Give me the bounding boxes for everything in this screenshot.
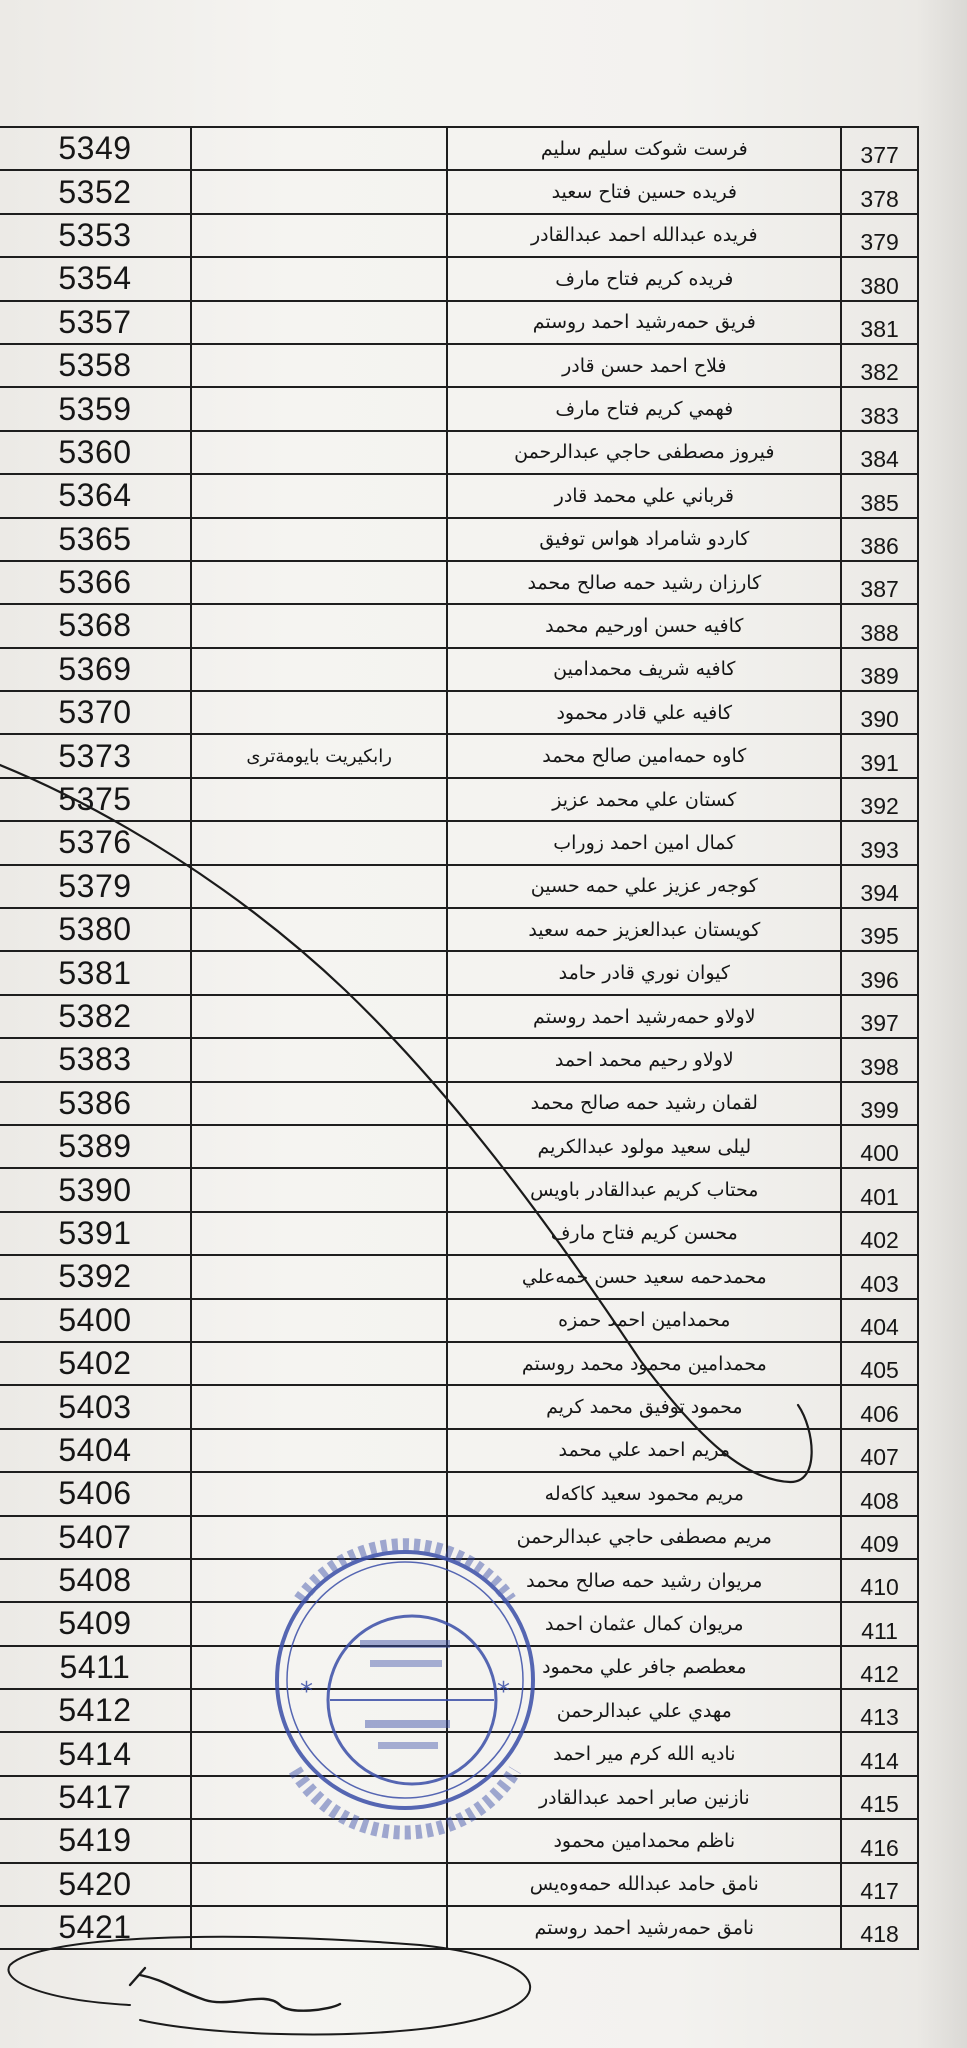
table-row <box>0 1732 918 1775</box>
table-row <box>0 1559 918 1602</box>
note-cell <box>191 1082 448 1125</box>
code-cell: 5420 <box>0 1863 191 1906</box>
seq-cell: 413 <box>841 1689 918 1732</box>
name-cell: نامق حمه‌رشيد احمد روستم <box>447 1906 841 1949</box>
name-cell: فريق حمه‌رشيد احمد روستم <box>447 301 841 344</box>
code-cell: 5360 <box>0 431 191 474</box>
code-cell: 5383 <box>0 1038 191 1081</box>
note-cell <box>191 518 448 561</box>
code-cell: 5382 <box>0 995 191 1038</box>
name-cell: كمال امين احمد زوراب <box>447 821 841 864</box>
name-cell: ناديه الله كرم مير احمد <box>447 1732 841 1775</box>
code-cell: 5357 <box>0 301 191 344</box>
table-row <box>0 127 918 170</box>
code-cell: 5354 <box>0 257 191 300</box>
name-cell: فريده كريم فتاح مارف <box>447 257 841 300</box>
note-cell: رابكيريت بايومةترى <box>191 734 448 777</box>
seq-cell: 412 <box>841 1646 918 1689</box>
roster-table <box>0 126 919 1950</box>
note-cell <box>191 170 448 213</box>
note-cell <box>191 691 448 734</box>
name-cell: ليلى سعيد مولود عبدالكريم <box>447 1125 841 1168</box>
table-row <box>0 387 918 430</box>
name-cell: لاولاو رحيم محمد احمد <box>447 1038 841 1081</box>
code-cell: 5408 <box>0 1559 191 1602</box>
code-cell: 5391 <box>0 1212 191 1255</box>
code-cell: 5379 <box>0 865 191 908</box>
table-row <box>0 1082 918 1125</box>
table-row <box>0 995 918 1038</box>
seq-cell: 386 <box>841 518 918 561</box>
name-cell: محمدامين محمود محمد روستم <box>447 1342 841 1385</box>
note-cell <box>191 1212 448 1255</box>
note-cell <box>191 951 448 994</box>
seq-cell: 409 <box>841 1516 918 1559</box>
code-cell: 5353 <box>0 214 191 257</box>
note-cell <box>191 1906 448 1949</box>
note-cell <box>191 1168 448 1211</box>
code-cell: 5376 <box>0 821 191 864</box>
code-cell: 5370 <box>0 691 191 734</box>
table-row <box>0 518 918 561</box>
page-edge-shadow <box>917 0 967 2048</box>
table-row <box>0 344 918 387</box>
seq-cell: 382 <box>841 344 918 387</box>
table-row <box>0 734 918 777</box>
note-cell <box>191 1255 448 1298</box>
note-cell <box>191 865 448 908</box>
table-row <box>0 431 918 474</box>
note-cell <box>191 1125 448 1168</box>
code-cell: 5390 <box>0 1168 191 1211</box>
note-cell <box>191 344 448 387</box>
name-cell: قرباني علي محمد قادر <box>447 474 841 517</box>
table-row <box>0 170 918 213</box>
code-cell: 5368 <box>0 604 191 647</box>
code-cell: 5412 <box>0 1689 191 1732</box>
name-cell: كستان علي محمد عزيز <box>447 778 841 821</box>
table-row <box>0 648 918 691</box>
code-cell: 5380 <box>0 908 191 951</box>
code-cell: 5375 <box>0 778 191 821</box>
table-row <box>0 1863 918 1906</box>
code-cell: 5381 <box>0 951 191 994</box>
seq-cell: 383 <box>841 387 918 430</box>
note-cell <box>191 1038 448 1081</box>
table-row <box>0 604 918 647</box>
seq-cell: 398 <box>841 1038 918 1081</box>
table-row <box>0 1602 918 1645</box>
code-cell: 5402 <box>0 1342 191 1385</box>
note-cell <box>191 1602 448 1645</box>
code-cell: 5421 <box>0 1906 191 1949</box>
table-row <box>0 1472 918 1515</box>
name-cell: كويستان عبدالعزيز حمه سعيد <box>447 908 841 951</box>
svg-text:*: * <box>497 1677 510 1707</box>
note-cell <box>191 431 448 474</box>
seq-cell: 388 <box>841 604 918 647</box>
note-cell <box>191 1472 448 1515</box>
note-cell <box>191 648 448 691</box>
seq-cell: 393 <box>841 821 918 864</box>
note-cell <box>191 1776 448 1819</box>
note-cell <box>191 214 448 257</box>
table-row <box>0 1429 918 1472</box>
name-cell: فريده عبدالله احمد عبدالقادر <box>447 214 841 257</box>
code-cell: 5389 <box>0 1125 191 1168</box>
note-cell <box>191 1819 448 1862</box>
code-cell: 5411 <box>0 1646 191 1689</box>
seq-cell: 380 <box>841 257 918 300</box>
note-cell <box>191 1429 448 1472</box>
code-cell: 5404 <box>0 1429 191 1472</box>
seq-cell: 391 <box>841 734 918 777</box>
seq-cell: 384 <box>841 431 918 474</box>
note-cell <box>191 387 448 430</box>
code-cell: 5364 <box>0 474 191 517</box>
table-row <box>0 214 918 257</box>
seq-cell: 403 <box>841 1255 918 1298</box>
name-cell: فريده حسين فتاح سعيد <box>447 170 841 213</box>
seq-cell: 417 <box>841 1863 918 1906</box>
table-row <box>0 301 918 344</box>
seq-cell: 395 <box>841 908 918 951</box>
table-row <box>0 1646 918 1689</box>
table-row <box>0 474 918 517</box>
code-cell: 5400 <box>0 1299 191 1342</box>
table-row <box>0 1255 918 1298</box>
table-row <box>0 1212 918 1255</box>
seq-cell: 394 <box>841 865 918 908</box>
name-cell: كاوه حمه‌امين صالح محمد <box>447 734 841 777</box>
note-cell <box>191 1863 448 1906</box>
name-cell: فهمي كريم فتاح مارف <box>447 387 841 430</box>
seq-cell: 397 <box>841 995 918 1038</box>
name-cell: فيروز مصطفى حاجي عبدالرحمن <box>447 431 841 474</box>
code-cell: 5369 <box>0 648 191 691</box>
name-cell: مريوان رشيد حمه صالح محمد <box>447 1559 841 1602</box>
code-cell: 5358 <box>0 344 191 387</box>
table-row <box>0 865 918 908</box>
table-row <box>0 1906 918 1949</box>
seq-cell: 405 <box>841 1342 918 1385</box>
name-cell: محسن كريم فتاح مارف <box>447 1212 841 1255</box>
name-cell: محمود توفيق محمد كريم <box>447 1385 841 1428</box>
name-cell: مريم محمود سعيد كاكه‌له <box>447 1472 841 1515</box>
name-cell: فلاح احمد حسن قادر <box>447 344 841 387</box>
code-cell: 5417 <box>0 1776 191 1819</box>
seq-cell: 401 <box>841 1168 918 1211</box>
note-cell <box>191 1385 448 1428</box>
name-cell: لقمان رشيد حمه صالح محمد <box>447 1082 841 1125</box>
table-row <box>0 691 918 734</box>
note-cell <box>191 1342 448 1385</box>
note-cell <box>191 474 448 517</box>
code-cell: 5403 <box>0 1385 191 1428</box>
table-row <box>0 1689 918 1732</box>
seq-cell: 377 <box>841 127 918 170</box>
code-cell: 5359 <box>0 387 191 430</box>
note-cell <box>191 908 448 951</box>
name-cell: محمدحمه سعيد حسن حمه‌علي <box>447 1255 841 1298</box>
code-cell: 5365 <box>0 518 191 561</box>
note-cell <box>191 257 448 300</box>
code-cell: 5409 <box>0 1602 191 1645</box>
name-cell: كارزان رشيد حمه صالح محمد <box>447 561 841 604</box>
name-cell: كافيه حسن اورحيم محمد <box>447 604 841 647</box>
code-cell: 5407 <box>0 1516 191 1559</box>
code-cell: 5392 <box>0 1255 191 1298</box>
seq-cell: 392 <box>841 778 918 821</box>
table-row <box>0 908 918 951</box>
note-cell <box>191 604 448 647</box>
table-row <box>0 1516 918 1559</box>
seq-cell: 389 <box>841 648 918 691</box>
seq-cell: 414 <box>841 1732 918 1775</box>
seq-cell: 411 <box>841 1602 918 1645</box>
table-row <box>0 1125 918 1168</box>
code-cell: 5352 <box>0 170 191 213</box>
name-cell: مريم مصطفى حاجي عبدالرحمن <box>447 1516 841 1559</box>
table-row <box>0 951 918 994</box>
table-row <box>0 1776 918 1819</box>
code-cell: 5419 <box>0 1819 191 1862</box>
table-row <box>0 821 918 864</box>
name-cell: نامق حامد عبدالله حمه‌وه‌يس <box>447 1863 841 1906</box>
seq-cell: 418 <box>841 1906 918 1949</box>
note-cell <box>191 1689 448 1732</box>
name-cell: مريوان كمال عثمان احمد <box>447 1602 841 1645</box>
seq-cell: 387 <box>841 561 918 604</box>
note-cell <box>191 1516 448 1559</box>
seq-cell: 408 <box>841 1472 918 1515</box>
seq-cell: 407 <box>841 1429 918 1472</box>
note-cell <box>191 778 448 821</box>
name-cell: محتاب كريم عبدالقادر باويس <box>447 1168 841 1211</box>
seq-cell: 415 <box>841 1776 918 1819</box>
note-cell <box>191 995 448 1038</box>
seq-cell: 378 <box>841 170 918 213</box>
name-cell: كافيه علي قادر محمود <box>447 691 841 734</box>
code-cell: 5414 <box>0 1732 191 1775</box>
note-cell <box>191 561 448 604</box>
note-cell <box>191 127 448 170</box>
seq-cell: 404 <box>841 1299 918 1342</box>
name-cell: كوجەر عزيز علي حمه حسين <box>447 865 841 908</box>
note-cell <box>191 1299 448 1342</box>
seq-cell: 410 <box>841 1559 918 1602</box>
table-row <box>0 1819 918 1862</box>
seq-cell: 379 <box>841 214 918 257</box>
roster-body <box>0 127 918 1949</box>
name-cell: نازنين صابر احمد عبدالقادر <box>447 1776 841 1819</box>
code-cell: 5406 <box>0 1472 191 1515</box>
code-cell: 5386 <box>0 1082 191 1125</box>
seq-cell: 400 <box>841 1125 918 1168</box>
name-cell: ناظم محمدامين محمود <box>447 1819 841 1862</box>
seq-cell: 416 <box>841 1819 918 1862</box>
name-cell: لاولاو حمه‌رشيد احمد روستم <box>447 995 841 1038</box>
name-cell: محمدامين احمد حمزه <box>447 1299 841 1342</box>
name-cell: فرست شوكت سليم سليم <box>447 127 841 170</box>
seq-cell: 399 <box>841 1082 918 1125</box>
seq-cell: 396 <box>841 951 918 994</box>
table-row <box>0 257 918 300</box>
note-cell <box>191 1559 448 1602</box>
table-row <box>0 1342 918 1385</box>
table-row <box>0 561 918 604</box>
seq-cell: 406 <box>841 1385 918 1428</box>
note-cell <box>191 1732 448 1775</box>
seq-cell: 385 <box>841 474 918 517</box>
name-cell: كيوان نوري قادر حامد <box>447 951 841 994</box>
name-cell: كافيه شريف محمدامين <box>447 648 841 691</box>
code-cell: 5349 <box>0 127 191 170</box>
code-cell: 5366 <box>0 561 191 604</box>
table-row <box>0 1038 918 1081</box>
table-row <box>0 1385 918 1428</box>
table-row <box>0 1299 918 1342</box>
name-cell: مهدي علي عبدالرحمن <box>447 1689 841 1732</box>
table-row <box>0 778 918 821</box>
name-cell: مريم احمد علي محمد <box>447 1429 841 1472</box>
seq-cell: 402 <box>841 1212 918 1255</box>
svg-text:*: * <box>300 1677 313 1707</box>
name-cell: معطصم جافر علي محمود <box>447 1646 841 1689</box>
note-cell <box>191 1646 448 1689</box>
table-row <box>0 1168 918 1211</box>
seq-cell: 381 <box>841 301 918 344</box>
note-cell <box>191 821 448 864</box>
note-cell <box>191 301 448 344</box>
name-cell: كاردو شامراد هواس توفيق <box>447 518 841 561</box>
seq-cell: 390 <box>841 691 918 734</box>
code-cell: 5373 <box>0 734 191 777</box>
